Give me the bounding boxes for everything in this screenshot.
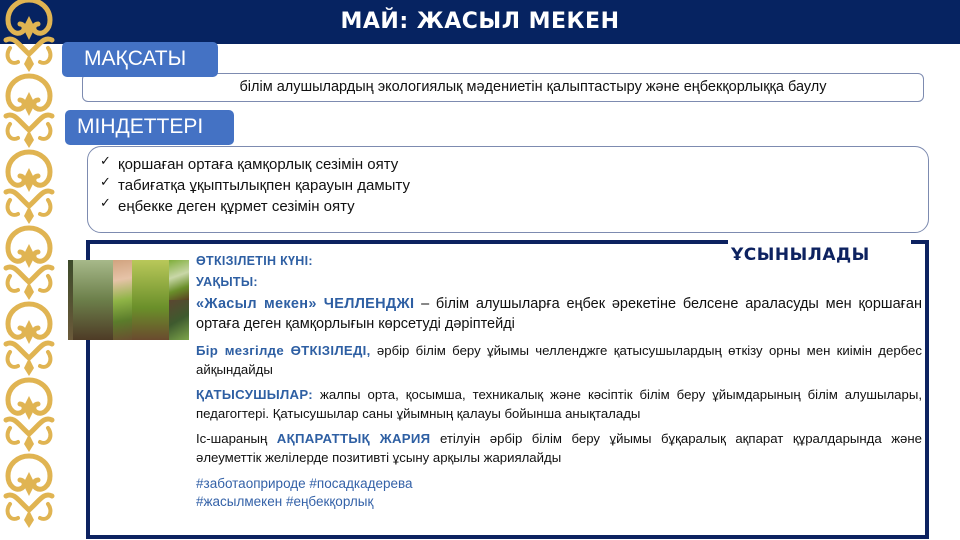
- recommended-content: [196, 251, 922, 511]
- checkmark-icon: ✓: [100, 196, 111, 211]
- publicity-prefix: Іс-шараның: [196, 431, 277, 446]
- goal-box: [82, 73, 924, 102]
- checkmark-icon: ✓: [100, 154, 111, 169]
- challenge-text: – білім алушыларға еңбек әрекетіне белсене араласуды мен қоршаған ортаға деген қамқорлығын көрсетуді дәріптейді: [196, 296, 922, 332]
- simultaneous-text: әрбір білім беру ұйымы челленджге қатысушылардың өткізу орны мен киімін дербес айқындайды: [196, 343, 922, 377]
- task-text: табиғатқа ұқыптылықпен қарауын дамыту: [118, 177, 410, 194]
- publicity-text: етілуін әрбір білім беру ұйымы бұқаралық ақпарат құралдарында және әлеуметтік желілерде позитивті ұсыну арқылы жариялайды: [196, 431, 922, 465]
- task-item: [100, 175, 928, 196]
- tasks-box: [87, 146, 929, 233]
- participants-text: жалпы орта, қосымша, техникалық және кәсіптік білім беру ұйымдарының білім алушылары, педагогтері. Қатысушылар саны ұйымның қалауы бойынша анықталады: [196, 387, 922, 421]
- challenge-paragraph: [196, 294, 922, 334]
- goal-label: МАҚСАТЫ: [62, 42, 218, 77]
- page-title: [0, 9, 960, 34]
- task-item: [100, 196, 928, 217]
- simultaneous-paragraph: [196, 341, 922, 379]
- date-label: ӨТКІЗІЛЕТІН КҮНІ:: [196, 254, 313, 268]
- task-text: қоршаған ортаға қамқорлық сезімін ояту: [118, 156, 399, 173]
- task-item: [100, 154, 928, 175]
- task-text: еңбекке деген құрмет сезімін ояту: [118, 198, 355, 215]
- challenge-highlight: «Жасыл мекен» ЧЕЛЛЕНДЖІ: [196, 296, 415, 312]
- simultaneous-highlight: Бір мезгілде ӨТКІЗІЛЕДІ,: [196, 343, 371, 358]
- participants-paragraph: [196, 385, 922, 423]
- participants-highlight: ҚАТЫСУШЫЛАР:: [196, 387, 313, 402]
- hashtag-line: #жасылмекен #еңбекқорлық: [196, 494, 374, 509]
- header-bar: [58, 0, 960, 44]
- kazakh-ornament-border: [0, 0, 58, 540]
- time-label: УАҚЫТЫ:: [196, 275, 258, 289]
- recommended-title: ҰСЫНЫЛАДЫ: [731, 245, 870, 265]
- checkmark-icon: ✓: [100, 175, 111, 190]
- tasks-label: МІНДЕТТЕРІ: [65, 110, 234, 145]
- hashtag-line: #заботаоприроде #посадкадерева: [196, 476, 413, 491]
- page-title-text: МАЙ: ЖАСЫЛ МЕКЕН: [340, 9, 620, 34]
- goal-text: білім алушылардың экологиялық мәдениетін қалыптастыру және еңбекқорлыққа баулу: [239, 79, 827, 95]
- publicity-highlight: АҚПАРАТТЫҚ ЖАРИЯ: [276, 431, 431, 446]
- hashtags: [196, 475, 922, 511]
- publicity-paragraph: [196, 429, 922, 467]
- tree-planting-photo-collage: [68, 260, 189, 340]
